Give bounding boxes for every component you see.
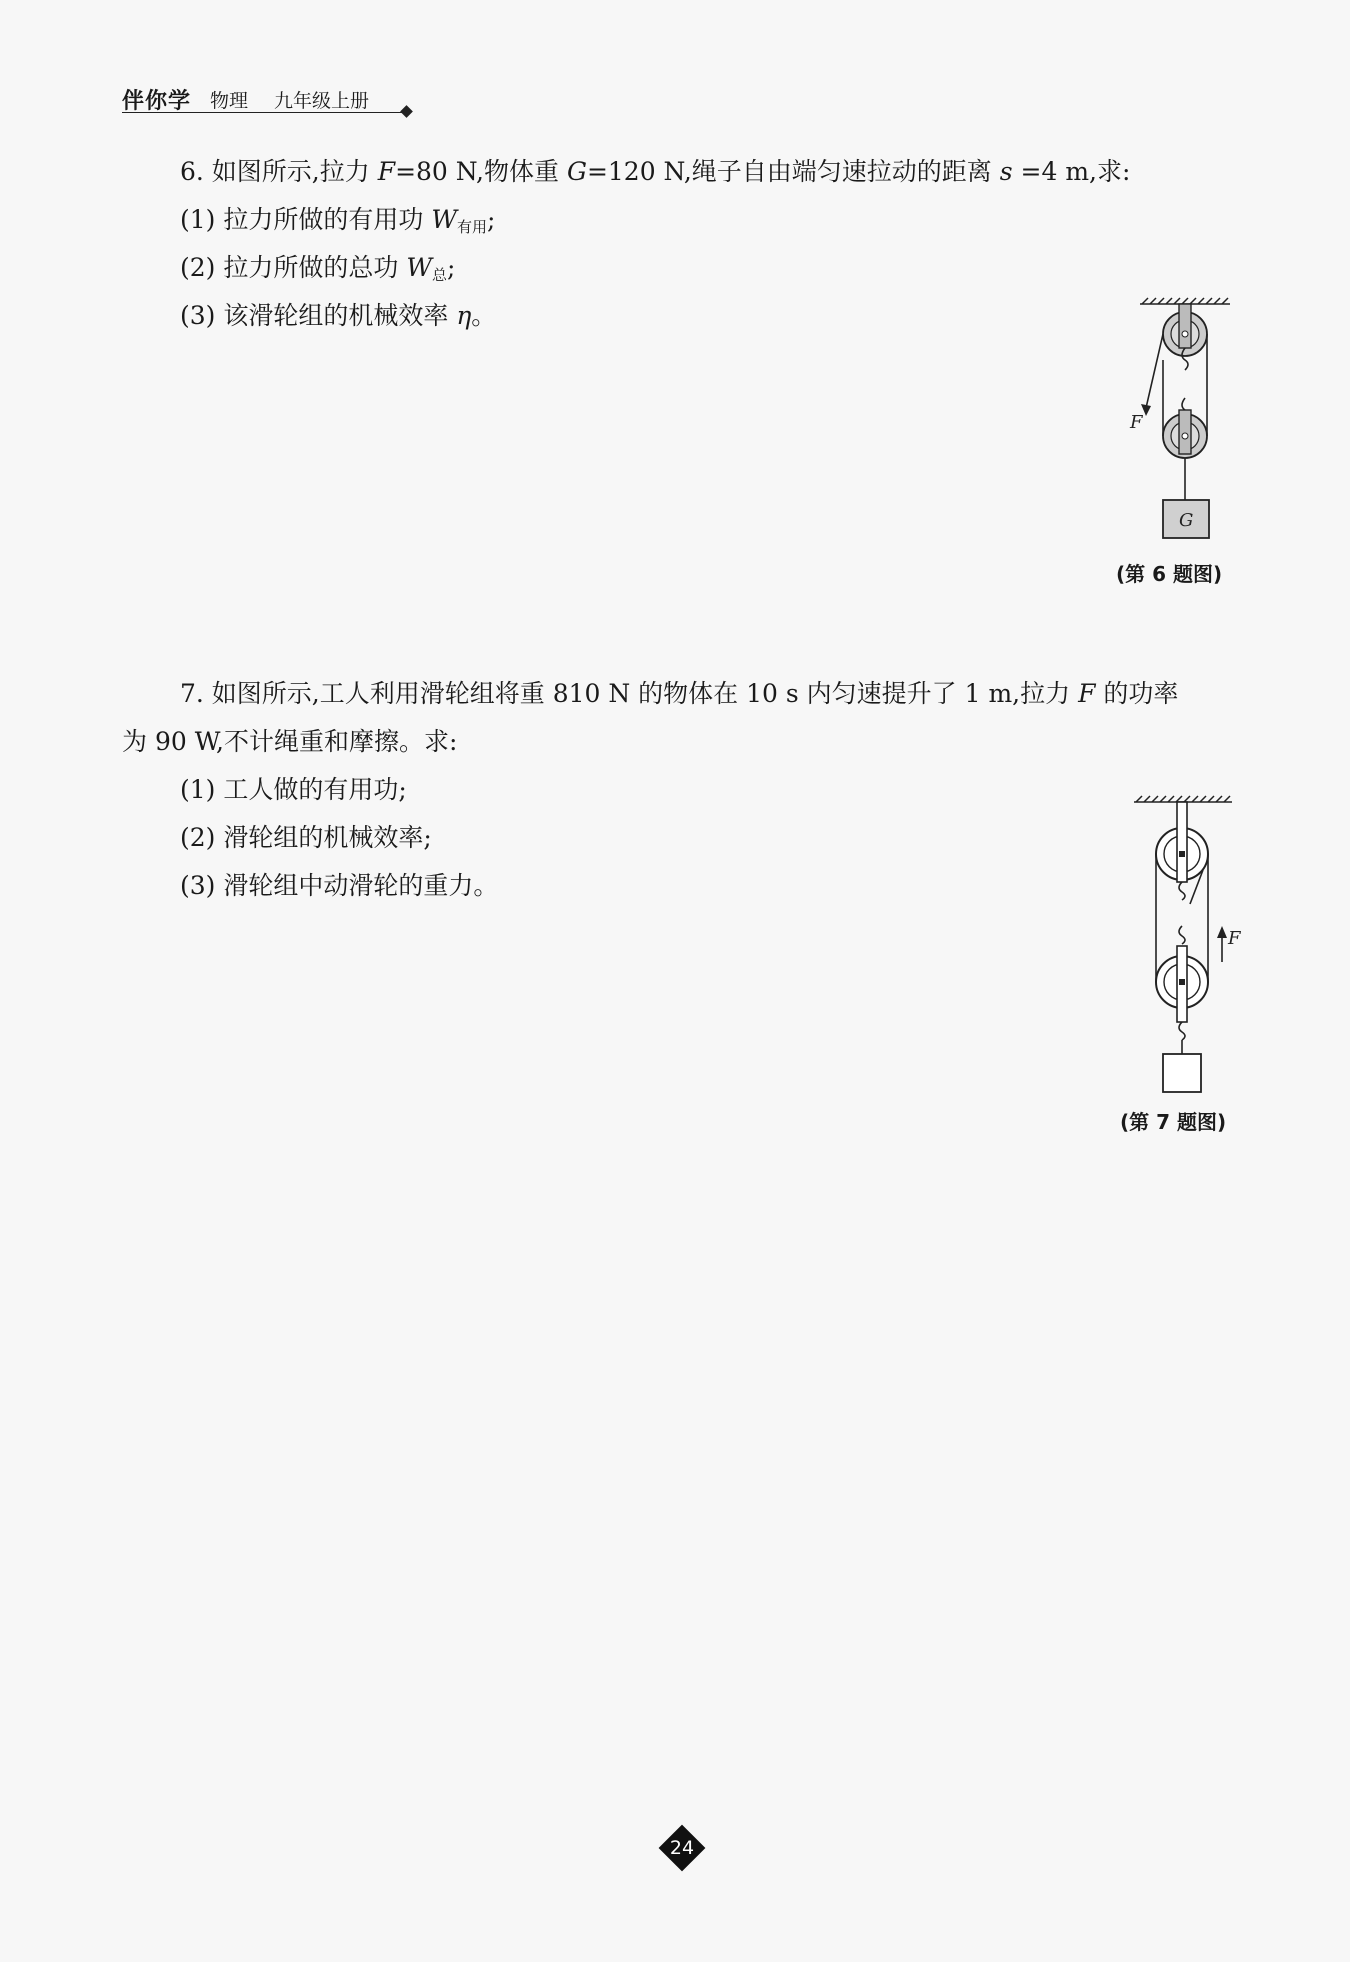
movable-pulley-icon	[1156, 946, 1208, 1022]
q7-part-1: (1) 工人做的有用功;	[180, 775, 407, 804]
q6-var-G: G	[566, 157, 587, 186]
q7-line1-text: 7. 如图所示,工人利用滑轮组将重 810 N 的物体在 10 s 内匀速提升了 1 m,拉力	[180, 679, 1079, 708]
q7-stem-line2: 为 90 W,不计绳重和摩擦。求:	[122, 727, 458, 756]
q6-part-2	[180, 244, 455, 299]
q6-part3-var: η	[456, 301, 472, 330]
page-number: 24	[669, 1837, 695, 1859]
q6-part1-end: ;	[487, 205, 496, 234]
q7-part-2: (2) 滑轮组的机械效率;	[180, 823, 432, 852]
ceiling-icon	[1134, 796, 1232, 802]
q6-part-1	[180, 196, 495, 251]
q6-part1-var: W	[431, 205, 458, 234]
q6-part2-text: (2) 拉力所做的总功	[180, 253, 407, 282]
q6-var-F: F	[377, 157, 396, 186]
q6-part1-sub: 有用	[457, 218, 488, 236]
q6-stem-mid1: =80 N,物体重	[395, 157, 567, 186]
q6-part-3	[180, 292, 496, 340]
q7-part-3: (3) 滑轮组中动滑轮的重力。	[180, 871, 499, 900]
q6-stem-suffix: =4 m,求:	[1012, 157, 1131, 186]
hook-icon	[1182, 348, 1188, 410]
q6-part2-sub: 总	[432, 266, 448, 284]
q6-var-s: s	[999, 157, 1013, 186]
header-rule	[122, 112, 404, 113]
q7-pulley-figure	[1128, 786, 1268, 1096]
force-arrow-icon	[1141, 404, 1151, 416]
grade-label: 九年级上册	[274, 90, 370, 112]
running-header	[122, 82, 412, 114]
q6-part2-end: ;	[447, 253, 456, 282]
q7-var-F: F	[1078, 679, 1096, 708]
subject-label: 物理	[210, 90, 249, 112]
header-diamond-icon	[400, 105, 413, 118]
q6-weight-label: G	[1179, 510, 1194, 531]
q6-part3-text: (3) 该滑轮组的机械效率	[180, 301, 457, 330]
q6-stem-mid2: =120 N,绳子自由端匀速拉动的距离	[586, 157, 1000, 186]
ceiling-icon	[1140, 298, 1230, 304]
force-arrow-icon	[1217, 926, 1227, 962]
q7-line1-end: 的功率	[1095, 679, 1179, 708]
q6-pulley-figure	[1130, 290, 1270, 550]
movable-pulley-icon	[1163, 410, 1207, 458]
q6-part3-end: 。	[471, 301, 497, 330]
q6-figure-caption: (第 6 题图)	[1116, 562, 1223, 586]
q6-part2-var: W	[406, 253, 433, 282]
q6-stem-prefix: 6. 如图所示,拉力	[180, 157, 378, 186]
weight-block-icon	[1163, 1054, 1201, 1092]
page-number-badge	[659, 1825, 705, 1871]
fixed-pulley-icon	[1156, 802, 1208, 882]
q6-stem	[180, 148, 1130, 196]
q6-part1-text: (1) 拉力所做的有用功	[180, 205, 432, 234]
q7-figure-caption: (第 7 题图)	[1120, 1110, 1227, 1134]
q6-force-label: F	[1130, 412, 1143, 433]
q7-stem-line1	[180, 670, 1178, 718]
q7-force-label: F	[1228, 928, 1241, 949]
series-brand: 伴你学	[122, 89, 192, 114]
